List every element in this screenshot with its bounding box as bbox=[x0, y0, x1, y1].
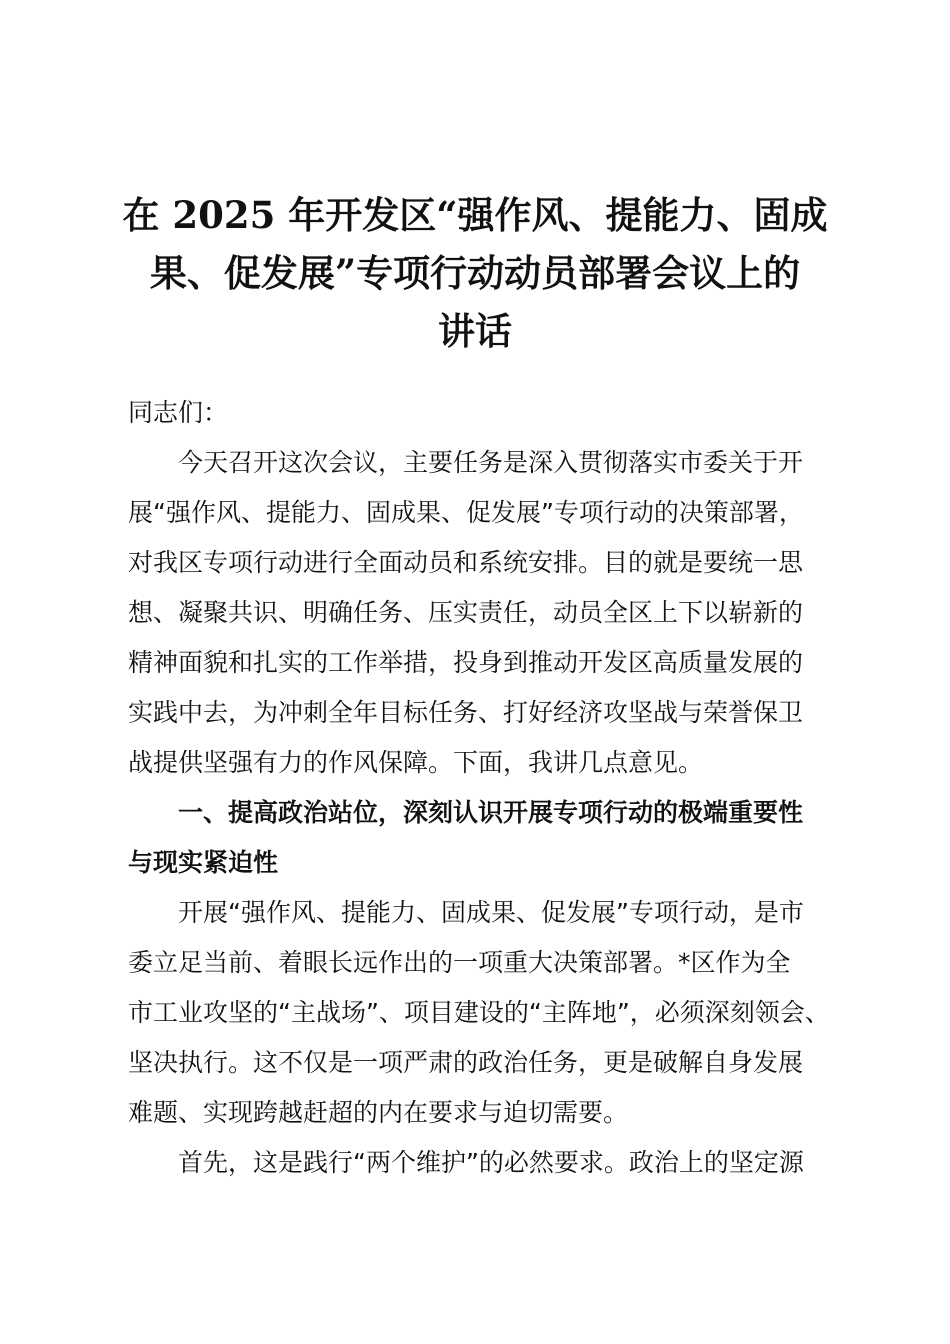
document-body bbox=[128, 388, 830, 1188]
paragraph-line: 今天召开这次会议，主要任务是深入贯彻落实市委关于开 bbox=[178, 448, 804, 477]
title-line: 讲话 bbox=[438, 309, 512, 353]
paragraph-line: 想、凝聚共识、明确任务、压实责任，动员全区上下以崭新的 bbox=[128, 598, 804, 627]
paragraph-line: 展“强作风、提能力、固成果、促发展”专项行动的决策部署， bbox=[128, 498, 804, 527]
title-line: 在 2025 年开发区“强作风、提能力、固成 bbox=[122, 193, 828, 237]
paragraph-intro bbox=[128, 438, 824, 788]
section-heading-1 bbox=[128, 788, 824, 888]
paragraph-line: 精神面貌和扎实的工作举措，投身到推动开发区高质量发展的 bbox=[128, 648, 804, 677]
paragraph-line: 战提供坚强有力的作风保障。下面，我讲几点意见。 bbox=[128, 748, 704, 777]
salutation: 同志们： bbox=[128, 398, 229, 427]
document-title bbox=[110, 186, 840, 360]
paragraph-line: 对我区专项行动进行全面动员和系统安排。目的就是要统一思 bbox=[128, 548, 804, 577]
paragraph-section-1 bbox=[128, 888, 830, 1138]
heading-line: 与现实紧迫性 bbox=[128, 848, 279, 877]
paragraph-line: 首先，这是践行“两个维护”的必然要求。政治上的坚定源 bbox=[178, 1148, 804, 1177]
paragraph-line: 实践中去，为冲刺全年目标任务、打好经济攻坚战与荣誉保卫 bbox=[128, 698, 804, 727]
paragraph-first-point bbox=[128, 1138, 824, 1188]
paragraph-line: 难题、实现跨越赶超的内在要求与迫切需要。 bbox=[128, 1098, 629, 1127]
paragraph-line: 委立足当前、着眼长远作出的一项重大决策部署。*区作为全 bbox=[128, 948, 791, 977]
title-line: 果、促发展”专项行动动员部署会议上的 bbox=[149, 251, 801, 295]
heading-line: 一、提高政治站位，深刻认识开展专项行动的极端重要性 bbox=[178, 798, 804, 827]
paragraph-line: 坚决执行。这不仅是一项严肃的政治任务，更是破解自身发展 bbox=[128, 1048, 804, 1077]
paragraph-line: 市工业攻坚的“主战场”、项目建设的“主阵地”，必须深刻领会、 bbox=[128, 998, 830, 1027]
paragraph-line: 开展“强作风、提能力、固成果、促发展”专项行动，是市 bbox=[178, 898, 804, 927]
